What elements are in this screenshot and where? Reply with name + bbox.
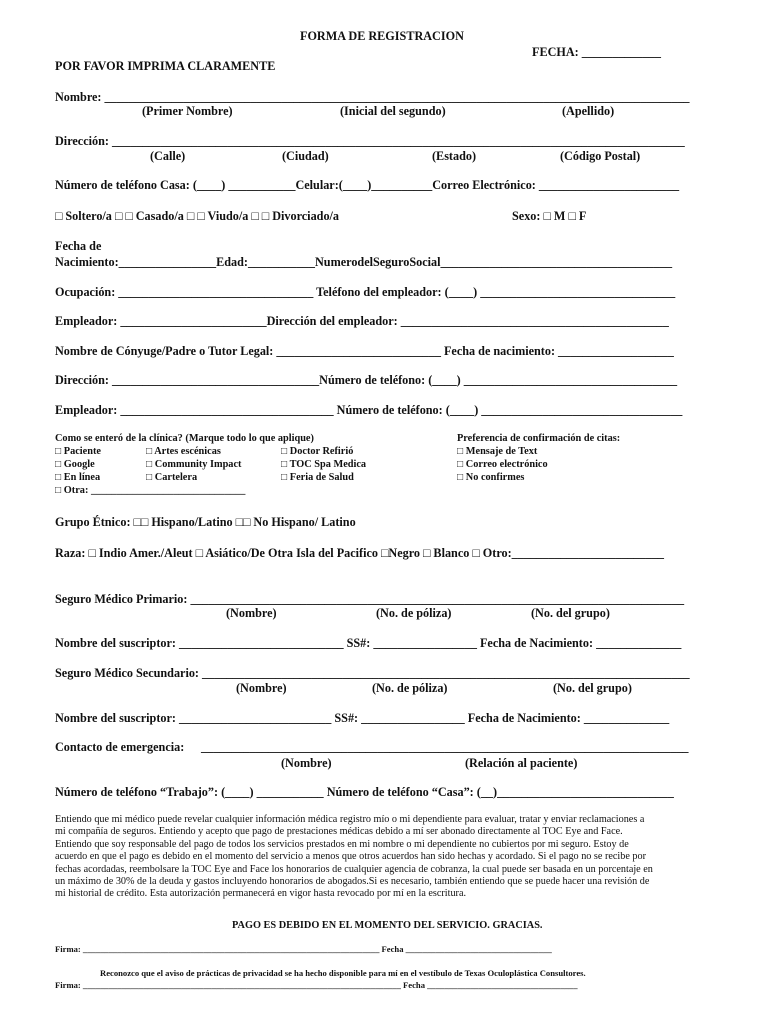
paragraph-line: Entiendo que soy responsable del pago de todos los servicios prestados en mi nombre o mi dependiente no cubiertos por mi seguro. Estoy de: [55, 838, 629, 850]
address-sub-state: (Estado): [432, 149, 477, 163]
primary-subscriber-field[interactable]: Nombre del suscriptor: ___________________________ SS#: _________________ Fecha de Nacimiento: ______________: [55, 636, 682, 650]
emergency-sub-name: (Nombre): [281, 756, 332, 770]
sex-checkboxes[interactable]: Sexo: □ M □ F: [512, 209, 587, 223]
confirmation-option[interactable]: □ Correo electrónico: [457, 459, 548, 470]
paragraph-line: un máximo de 30% de la deuda y gastos incluyendo honorarios de abogados.Si es necesario, también entiendo que se puede hacer una revisión de: [55, 876, 650, 888]
secondary-subscriber-field[interactable]: Nombre del suscriptor: _________________________ SS#: _________________ Fecha de Nacimiento: ______________: [55, 711, 670, 725]
referral-option[interactable]: □ Artes escénicas: [146, 446, 221, 457]
form-title: FORMA DE REGISTRACION: [300, 29, 464, 43]
paragraph-line: mi historial de crédito. Esta autorización permanecerá en vigor hasta revocado por mí en la escritura.: [55, 888, 467, 900]
confirmation-preference-title: Preferencia de confirmación de citas:: [457, 433, 621, 444]
secondary-insurance-sub-name: (Nombre): [236, 681, 287, 695]
marital-status-checkboxes[interactable]: □ Soltero/a □ □ Casado/a □ □ Viudo/a □ □ Divorciado/a: [55, 209, 340, 223]
primary-insurance-sub-policy: (No. de póliza): [376, 606, 452, 620]
payment-due-notice: PAGO ES DEBIDO EN EL MOMENTO DEL SERVICIO. GRACIAS.: [232, 920, 543, 931]
secondary-insurance-sub-group: (No. del grupo): [553, 681, 632, 695]
primary-insurance-sub-group: (No. del grupo): [531, 606, 610, 620]
referral-option[interactable]: □ Paciente: [55, 446, 101, 457]
referral-option[interactable]: □ En línea: [55, 472, 101, 483]
date-field[interactable]: FECHA: _____________: [532, 45, 661, 59]
paragraph-line: fechas acordadas, reembolsare la TOC Eye and Face los honorarios de cualquier agencia de cobranza, la cual puede ser basada en un porcentaje en: [55, 863, 653, 875]
name-sub-middle: (Inicial del segundo): [340, 104, 446, 118]
referral-option[interactable]: □ TOC Spa Medica: [281, 459, 367, 470]
employer-field[interactable]: Empleador: ________________________Dirección del empleador: ____________________________________________: [55, 314, 669, 328]
referral-option[interactable]: □ Feria de Salud: [281, 472, 354, 483]
secondary-insurance-sub-policy: (No. de póliza): [372, 681, 448, 695]
referral-option[interactable]: □ Google: [55, 459, 95, 470]
name-sub-first: (Primer Nombre): [142, 104, 233, 118]
birth-label: Fecha de: [55, 239, 102, 253]
confirmation-option[interactable]: □ No confirmes: [457, 472, 525, 483]
primary-insurance-sub-name: (Nombre): [226, 606, 277, 620]
address-field[interactable]: Dirección: ______________________________________________________________________________________________: [55, 134, 685, 148]
occupation-field[interactable]: Ocupación: ________________________________ Teléfono del empleador: (____) ________________________________: [55, 285, 676, 299]
referral-option[interactable]: □ Community Impact: [146, 459, 242, 470]
signature-line-2[interactable]: Firma: __________________________________________________________________________ Fecha ___________________________________: [55, 980, 578, 990]
address2-field[interactable]: Dirección: __________________________________Número de teléfono: (____) ___________________________________: [55, 373, 678, 387]
name-sub-last: (Apellido): [562, 104, 615, 118]
birthdate-age-ssn-field[interactable]: Nacimiento:________________Edad:___________NumerodelSeguroSocial______________________________________: [55, 255, 673, 269]
paragraph-line: mi compañía de seguros. Entiendo y acepto que pago de prestaciones médicas debido a mí ser abonado directamente al TOC Eye and Face.: [55, 826, 623, 838]
emergency-contact-label: Contacto de emergencia:: [55, 740, 185, 754]
emergency-sub-relation: (Relación al paciente): [465, 756, 578, 770]
address-sub-street: (Calle): [150, 149, 186, 163]
secondary-insurance-field[interactable]: Seguro Médico Secundario: ________________________________________________________________________________: [55, 666, 690, 680]
referral-option-other[interactable]: □ Otra: ______________________________: [55, 485, 246, 496]
confirmation-option[interactable]: □ Mensaje de Text: [457, 446, 538, 457]
paragraph-line: acuerdo en que el pago es debido en el momento del servicio a menos que otros acuerdos han sido hechas y acordado. Si el pago no se recibe por: [55, 851, 646, 863]
referral-option[interactable]: □ Doctor Refirió: [281, 446, 354, 457]
signature-line-1[interactable]: Firma: _____________________________________________________________________ Fecha __________________________________: [55, 944, 552, 954]
spouse-guardian-field[interactable]: Nombre de Cónyuge/Padre o Tutor Legal: ___________________________ Fecha de nacimiento: ___________________: [55, 344, 674, 358]
emergency-contact-field[interactable]: ________________________________________________________________________________: [201, 740, 689, 754]
work-home-phone-field[interactable]: Número de teléfono “Trabajo”: (____) ___________ Número de teléfono “Casa”: (__)_____________________________: [55, 785, 674, 799]
authorization-paragraph: [55, 814, 717, 901]
primary-insurance-field[interactable]: Seguro Médico Primario: _________________________________________________________________________________: [55, 592, 685, 606]
privacy-notice: Reconozco que el aviso de prácticas de privacidad se ha hecho disponible para mí en el vestíbulo de Texas Oculoplástica Consultores.: [100, 968, 586, 978]
address-sub-city: (Ciudad): [282, 149, 329, 163]
address-sub-zip: (Código Postal): [560, 149, 641, 163]
name-field[interactable]: Nombre: ________________________________________________________________________________________________: [55, 90, 690, 104]
print-clearly-instruction: POR FAVOR IMPRIMA CLARAMENTE: [55, 59, 276, 73]
paragraph-line: Entiendo que mi médico puede revelar cualquier información médica registro mío o mi dependiente para evaluar, tratar y enviar reclamaciones a: [55, 814, 645, 825]
employer2-field[interactable]: Empleador: ___________________________________ Número de teléfono: (____) _________________________________: [55, 403, 683, 417]
referral-option[interactable]: □ Cartelera: [146, 472, 198, 483]
phone-email-field[interactable]: Número de teléfono Casa: (____) ___________Celular:(____)__________Correo Electrónico: _______________________: [55, 178, 680, 192]
referral-question: Como se enteró de la clínica? (Marque todo lo que aplique): [55, 433, 314, 444]
race-checkboxes[interactable]: Raza: □ Indio Amer./Aleut □ Asiático/De Otra Isla del Pacifico □Negro □ Blanco □ Otro:_________________________: [55, 546, 665, 560]
ethnic-group-checkboxes[interactable]: Grupo Étnico: □□ Hispano/Latino □□ No Hispano/ Latino: [55, 515, 356, 529]
